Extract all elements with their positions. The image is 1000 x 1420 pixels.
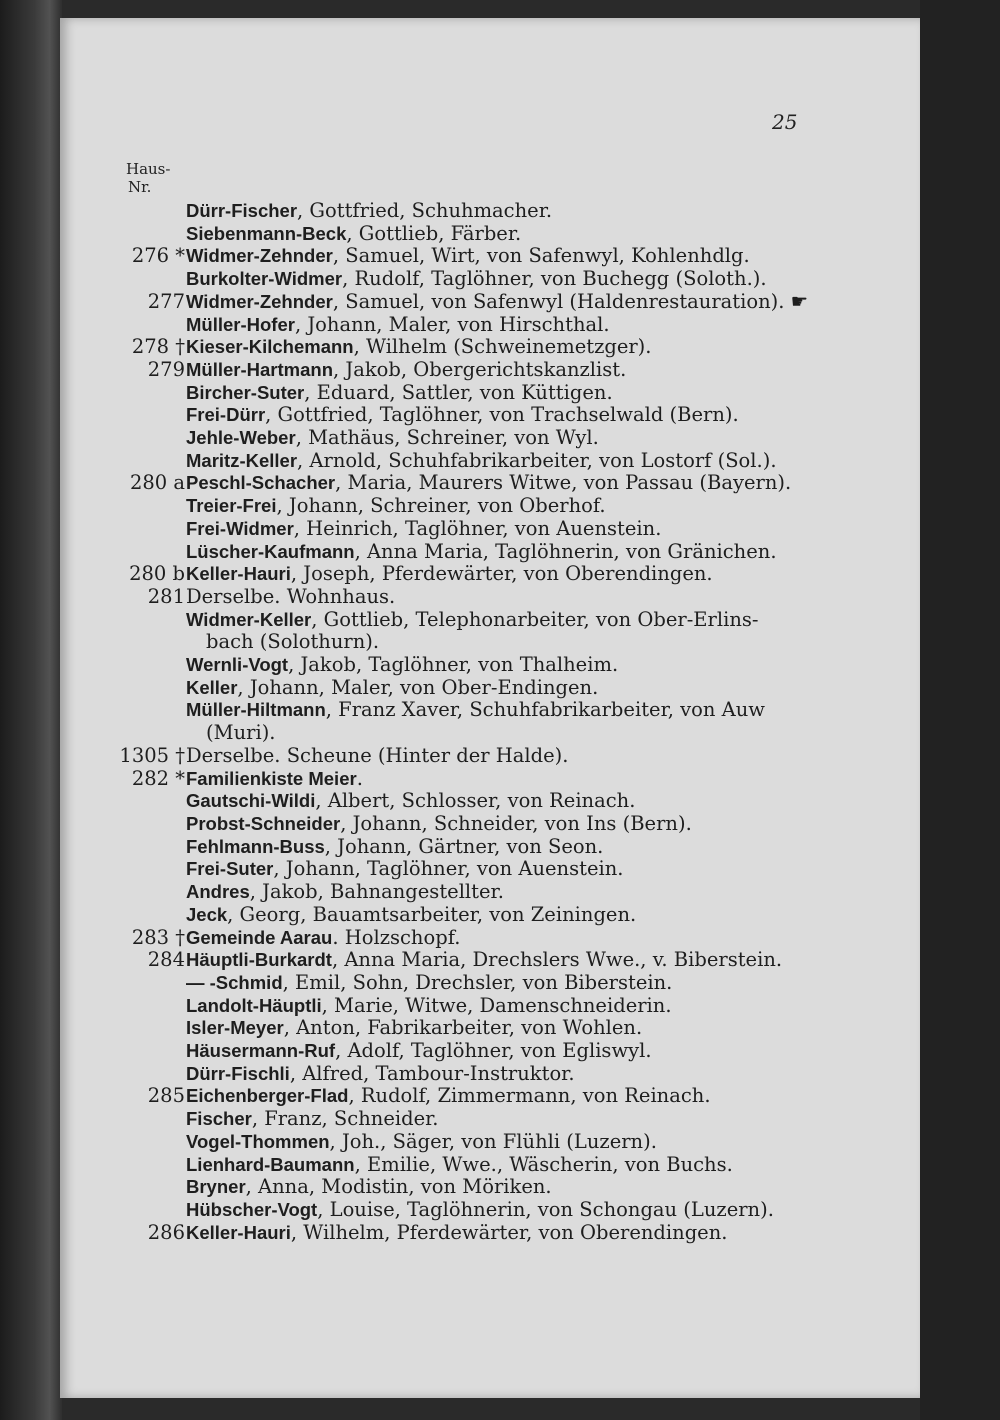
house-number: 281 (147, 584, 185, 608)
directory-entry (60, 836, 860, 859)
entry-line (186, 1199, 860, 1222)
resident-details: , Franz Xaver, Schuhfabrikarbeiter, von Auw (325, 698, 765, 722)
resident-details: , Albert, Schlosser, von Reinach. (315, 789, 636, 813)
house-number: 283 † (131, 925, 185, 949)
entry-text (185, 881, 860, 904)
house-number: 280 a (129, 471, 185, 495)
entry-text (185, 450, 860, 473)
entry-text (185, 1017, 860, 1040)
entry-text (185, 291, 860, 314)
entry-line (186, 1222, 860, 1245)
resident-name: Frei-Dürr (186, 404, 266, 426)
entry-text (185, 677, 860, 700)
resident-details: , Johann, Maler, von Ober-Endingen. (237, 675, 599, 699)
entry-text (185, 858, 860, 881)
entry-text (185, 768, 860, 791)
resident-details: Derselbe. Wohnhaus. (186, 584, 396, 608)
resident-name: Häusermann-Ruf (186, 1040, 336, 1062)
resident-details: , Georg, Bauamtsarbeiter, von Zeiningen. (227, 902, 637, 926)
resident-name: Widmer-Zehnder (186, 245, 333, 267)
resident-name: Gautschi-Wildi (186, 790, 316, 812)
entry-line (186, 359, 860, 382)
entry-line (186, 745, 860, 768)
resident-details: , Eduard, Sattler, von Küttigen. (304, 380, 613, 404)
house-number: 1305 † (119, 743, 185, 767)
resident-details: , Rudolf, Zimmermann, von Reinach. (348, 1084, 711, 1108)
resident-name: — -Schmid (186, 971, 283, 993)
resident-name: Keller (186, 676, 238, 698)
resident-details: , Johann, Taglöhner, von Auenstein. (273, 857, 624, 881)
resident-details: , Gottlieb, Telephonarbeiter, von Ober-Erlins- (311, 607, 759, 631)
resident-name: Siebenmann-Beck (186, 222, 347, 244)
entry-line (186, 518, 860, 541)
entry-text (185, 609, 860, 654)
page-number: 25 (772, 110, 798, 134)
entry-text (185, 790, 860, 813)
resident-details: , Wilhelm, Pferdewärter, von Oberendingen. (290, 1220, 728, 1244)
entry-text (185, 336, 860, 359)
resident-name: Vogel-Thommen (186, 1130, 330, 1152)
resident-details: , Maria, Maurers Witwe, von Passau (Bayern). (335, 471, 792, 495)
resident-details: . Holzschopf. (332, 925, 461, 949)
directory-entry (60, 904, 860, 927)
resident-name: Häuptli-Burkardt (186, 949, 332, 971)
directory-entry (60, 1085, 860, 1108)
resident-name: Widmer-Zehnder (186, 290, 333, 312)
directory-entry (60, 768, 860, 791)
resident-name: Müller-Hartmann (186, 358, 333, 380)
entry-text (185, 541, 860, 564)
resident-name: Treier-Frei (186, 495, 277, 517)
resident-name: Bryner (186, 1176, 246, 1198)
resident-details: , Gottfried, Schuhmacher. (297, 199, 553, 222)
entry-text (185, 200, 860, 223)
entry-text (185, 245, 860, 268)
entry-line (186, 223, 860, 246)
resident-details: , Johann, Schneider, von Ins (Bern). (340, 811, 692, 835)
entry-text (185, 972, 860, 995)
resident-details: , Jakob, Obergerichtskanzlist. (333, 357, 627, 381)
directory-entry (60, 541, 860, 564)
entry-line (186, 382, 860, 405)
book-binding-edge (0, 0, 62, 1420)
house-number: 280 b (129, 562, 185, 586)
entry-line (186, 200, 860, 223)
directory-entry (60, 495, 860, 518)
entry-text (185, 382, 860, 405)
resident-details: , Louise, Taglöhnerin, von Schongau (Luzern). (317, 1197, 774, 1221)
entry-text (185, 1108, 860, 1131)
directory-entry (60, 200, 860, 223)
resident-details: , Jakob, Taglöhner, von Thalheim. (288, 653, 619, 677)
entry-text (185, 314, 860, 337)
resident-name: Lüscher-Kaufmann (186, 540, 355, 562)
resident-details: , Adolf, Taglöhner, von Egliswyl. (335, 1039, 652, 1063)
directory-entry (60, 609, 860, 654)
entry-text (185, 1085, 860, 1108)
entry-line (186, 1176, 860, 1199)
directory-entry (60, 223, 860, 246)
directory-entry (60, 1063, 860, 1086)
directory-entry (60, 518, 860, 541)
entry-continuation-line (186, 631, 860, 654)
entry-line (186, 995, 860, 1018)
resident-name: Landolt-Häuptli (186, 994, 322, 1016)
resident-details: , Anna Maria, Drechslers Wwe., v. Biberstein. (331, 948, 783, 972)
directory-entry (60, 949, 860, 972)
entry-text (185, 1154, 860, 1177)
entry-line (186, 813, 860, 836)
resident-name: Dürr-Fischli (186, 1062, 290, 1084)
directory-entry (60, 1199, 860, 1222)
entry-text (185, 359, 860, 382)
entry-text (185, 1040, 860, 1063)
house-number: 286 (147, 1220, 185, 1244)
entry-line (186, 245, 860, 268)
directory-entry (60, 472, 860, 495)
resident-details: , Johann, Maler, von Hirschthal. (294, 312, 610, 336)
entry-line (186, 541, 860, 564)
house-number: 276 * (131, 244, 185, 268)
entry-line (186, 495, 860, 518)
directory-entry (60, 790, 860, 813)
directory-entry (60, 1108, 860, 1131)
house-number: 282 * (131, 766, 185, 790)
resident-details: . (356, 766, 363, 790)
directory-entry (60, 404, 860, 427)
entry-text (185, 813, 860, 836)
entry-line (186, 1154, 860, 1177)
entry-text (185, 427, 860, 450)
house-number: 284 (147, 948, 185, 972)
resident-name: Andres (186, 881, 250, 903)
directory-entry (60, 654, 860, 677)
entry-text (185, 586, 860, 609)
resident-details: , Emilie, Wwe., Wäscherin, von Buchs. (354, 1152, 733, 1176)
resident-name: Gemeinde Aarau (186, 926, 333, 948)
entry-text (185, 699, 860, 744)
directory-entry (60, 677, 860, 700)
resident-name: Eichenberger-Flad (186, 1085, 349, 1107)
entry-line (186, 609, 860, 632)
entry-line (186, 654, 860, 677)
resident-name: Dürr-Fischer (186, 200, 298, 221)
entry-line (186, 927, 860, 950)
resident-details: , Franz, Schneider. (251, 1107, 439, 1131)
resident-details: , Heinrich, Taglöhner, von Auenstein. (293, 516, 662, 540)
entry-text (185, 563, 860, 586)
directory-entry (60, 995, 860, 1018)
resident-details: , Anna, Modistin, von Möriken. (245, 1175, 552, 1199)
resident-name: Müller-Hiltmann (186, 699, 326, 721)
entry-text (185, 927, 860, 950)
entry-line (186, 836, 860, 859)
directory-entry (60, 336, 860, 359)
resident-name: Familienkiste Meier (186, 767, 357, 789)
entry-text (185, 745, 860, 768)
resident-name: Frei-Widmer (186, 517, 294, 539)
directory-entry (60, 927, 860, 950)
resident-name: Kieser-Kilchemann (186, 336, 354, 358)
entry-line (186, 904, 860, 927)
entry-line (186, 677, 860, 700)
directory-entry (60, 1154, 860, 1177)
column-header-line: Nr. (128, 178, 152, 196)
directory-entry (60, 245, 860, 268)
resident-name: Fischer (186, 1108, 252, 1130)
resident-name: Müller-Hofer (186, 313, 295, 335)
resident-details: , Anton, Fabrikarbeiter, von Wohlen. (283, 1016, 643, 1040)
resident-name: Bircher-Suter (186, 381, 305, 403)
directory-entry (60, 359, 860, 382)
directory-entries (60, 200, 860, 1244)
entry-text (185, 1063, 860, 1086)
entry-line (186, 858, 860, 881)
directory-entry (60, 427, 860, 450)
resident-name: Hübscher-Vogt (186, 1198, 318, 1220)
entry-text (185, 1131, 860, 1154)
resident-details: Derselbe. Scheune (Hinter der Halde). (186, 743, 569, 767)
entry-line (186, 1108, 860, 1131)
resident-name: Burkolter-Widmer (186, 268, 343, 290)
entry-text (185, 472, 860, 495)
entry-line (186, 336, 860, 359)
directory-entry (60, 563, 860, 586)
entry-line (186, 427, 860, 450)
entry-line (186, 1131, 860, 1154)
entry-line (186, 768, 860, 791)
resident-name: Isler-Meyer (186, 1017, 284, 1039)
directory-entry (60, 972, 860, 995)
resident-details: (Muri). (206, 721, 276, 745)
entry-line (186, 291, 860, 314)
resident-details: , Samuel, Wirt, von Safenwyl, Kohlenhdlg. (332, 244, 750, 268)
resident-details: , Rudolf, Taglöhner, von Buchegg (Soloth.). (342, 267, 767, 291)
resident-details: , Wilhelm (Schweinemetzger). (353, 335, 652, 359)
directory-entry (60, 314, 860, 337)
resident-details: , Samuel, von Safenwyl (Haldenrestauration). ☛ (332, 289, 809, 313)
resident-name: Frei-Suter (186, 858, 274, 880)
column-header-line: Haus- (126, 160, 171, 178)
resident-name: Keller-Hauri (186, 1221, 291, 1243)
house-number: 278 † (131, 335, 185, 359)
resident-details: , Alfred, Tambour-Instruktor. (289, 1061, 575, 1085)
resident-details: , Anna Maria, Taglöhnerin, von Gränichen. (354, 539, 777, 563)
resident-name: Widmer-Keller (186, 608, 312, 630)
directory-entry (60, 1176, 860, 1199)
directory-entry (60, 268, 860, 291)
entry-text (185, 904, 860, 927)
resident-details: , Arnold, Schuhfabrikarbeiter, von Lostorf (Sol.). (297, 448, 777, 472)
entry-text (185, 949, 860, 972)
resident-name: Probst-Schneider (186, 812, 341, 834)
entry-text (185, 495, 860, 518)
entry-text (185, 654, 860, 677)
resident-details: , Marie, Witwe, Damenschneiderin. (321, 993, 672, 1017)
entry-text (185, 995, 860, 1018)
resident-details: , Joh., Säger, von Flühli (Luzern). (329, 1129, 657, 1153)
resident-name: Maritz-Keller (186, 449, 298, 471)
entry-text (185, 518, 860, 541)
entry-line (186, 586, 860, 609)
entry-line (186, 1040, 860, 1063)
directory-entry (60, 1222, 860, 1245)
directory-entry (60, 291, 860, 314)
resident-details: , Joseph, Pferdewärter, von Oberendingen. (290, 562, 713, 586)
resident-details: , Gottfried, Taglöhner, von Trachselwald (Bern). (265, 403, 739, 427)
directory-entry (60, 699, 860, 744)
directory-entry (60, 1131, 860, 1154)
entry-text (185, 836, 860, 859)
entry-line (186, 563, 860, 586)
entry-line (186, 472, 860, 495)
house-number: 285 (147, 1084, 185, 1108)
entry-line (186, 790, 860, 813)
entry-line (186, 450, 860, 473)
entry-text (185, 1222, 860, 1245)
entry-text (185, 1176, 860, 1199)
resident-details: , Jakob, Bahnangestellter. (249, 880, 504, 904)
entry-text (185, 1199, 860, 1222)
directory-entry (60, 813, 860, 836)
entry-line (186, 949, 860, 972)
resident-details: , Johann, Gärtner, von Seon. (324, 834, 604, 858)
resident-name: Wernli-Vogt (186, 654, 289, 676)
resident-details: , Gottlieb, Färber. (346, 221, 522, 245)
directory-entry (60, 1040, 860, 1063)
resident-details: bach (Solothurn). (206, 630, 380, 654)
entry-text (185, 223, 860, 246)
resident-name: Jehle-Weber (186, 427, 296, 449)
resident-name: Keller-Hauri (186, 563, 291, 585)
directory-entry (60, 1017, 860, 1040)
directory-entry (60, 450, 860, 473)
house-number-column-header (126, 160, 170, 196)
entry-line (186, 314, 860, 337)
entry-text (185, 404, 860, 427)
resident-name: Peschl-Schacher (186, 472, 336, 494)
entry-line (186, 404, 860, 427)
entry-text (185, 268, 860, 291)
directory-entry (60, 586, 860, 609)
directory-entry (60, 382, 860, 405)
directory-entry (60, 858, 860, 881)
resident-details: , Emil, Sohn, Drechsler, von Biberstein. (282, 970, 673, 994)
entry-line (186, 1063, 860, 1086)
entry-line (186, 699, 860, 722)
resident-name: Jeck (186, 903, 228, 925)
house-number: 279 (147, 357, 185, 381)
resident-details: , Mathäus, Schreiner, von Wyl. (295, 426, 599, 450)
directory-entry (60, 745, 860, 768)
house-number: 277 (147, 289, 185, 313)
entry-continuation-line (186, 722, 860, 745)
entry-line (186, 1085, 860, 1108)
entry-line (186, 268, 860, 291)
scan-background (920, 0, 1000, 1420)
resident-details: , Johann, Schreiner, von Oberhof. (276, 494, 606, 518)
directory-entry (60, 881, 860, 904)
entry-line (186, 972, 860, 995)
resident-name: Lienhard-Baumann (186, 1153, 355, 1175)
resident-name: Fehlmann-Buss (186, 835, 325, 857)
entry-line (186, 1017, 860, 1040)
entry-line (186, 881, 860, 904)
